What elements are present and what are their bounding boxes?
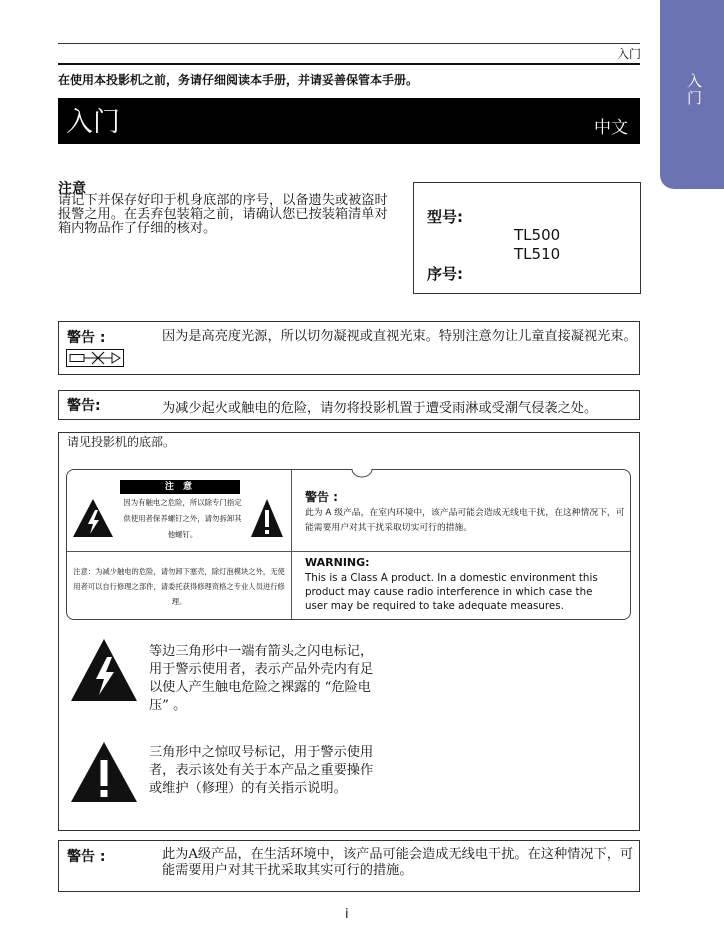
running-header: 入门 — [616, 47, 641, 61]
title-bar — [58, 98, 640, 144]
label-notch — [351, 462, 373, 482]
laser-beam-icon — [66, 349, 124, 371]
fire-warning-label: 警告: — [67, 398, 101, 414]
lightning-symbol-description: 等边三角形中一端有箭头之闪电标记，用于警示使用者，表示产品外壳内有足以使人产生触电危险之裸露的 “危险电压” 。 — [149, 644, 374, 713]
laser-warning-text: 因为是高亮度光源，所以切勿凝视或直视光束。特别注意勿让儿童直接凝视光束。 — [162, 329, 637, 344]
label-warning-english-heading: WARNING: — [305, 556, 370, 569]
class-a-warning-label: 警告 : — [67, 849, 106, 865]
fire-warning-text: 为减少起火或触电的危险，请勿将投影机置于遭受雨淋或受潮气侵袭之处。 — [162, 401, 598, 416]
header-rule — [58, 63, 640, 65]
lightning-warning-icon — [71, 497, 115, 543]
label-warning-english-body — [305, 571, 625, 613]
serial-label: 序号: — [427, 265, 463, 283]
caution-body: 请记下并保存好印于机身底部的序号，以备遗失或被盗时报警之用。在丢弃包装箱之前，请确认您已按装箱清单对箱内物品作了仔细的核对。 — [58, 193, 388, 236]
exclamation-warning-icon — [250, 497, 284, 543]
page-title: 入门 — [66, 107, 120, 138]
see-bottom-text: 请见投影机的底部。 — [67, 435, 176, 449]
model-value-2: TL510 — [514, 245, 561, 263]
language-label: 中文 — [594, 118, 628, 138]
label-service-notice: 注意：为减少触电的危险，请勿卸下塞壳，除灯泡模块之外，无使用者可以自行修理之部件，请委托获得修理资格之专业人员进行修理。 — [73, 567, 285, 606]
english-line: user may be required to take adequate measures. — [305, 600, 564, 612]
label-caution-body: 因为有触电之危险，所以除专门指定供使用者保养螺钉之外，请勿拆卸其他螺钉。 — [123, 498, 242, 539]
caution-heading: 注意 — [58, 181, 86, 197]
intro-text: 在使用本投影机之前，务请仔细阅读本手册，并请妥善保管本手册。 — [58, 73, 419, 87]
top-rule — [58, 43, 640, 44]
english-line: product may cause radio interference in which case the — [305, 586, 593, 598]
lightning-symbol-icon — [69, 637, 139, 707]
exclamation-symbol-icon — [69, 740, 139, 808]
laser-warning-label: 警告 : — [67, 330, 106, 346]
label-caution-heading: 注 意 — [120, 480, 240, 494]
model-value-1: TL500 — [514, 226, 561, 244]
class-a-warning-text: 此为A级产品，在生活环境中，该产品可能会造成无线电干扰。在这种情况下，可能需要用户对其干扰采取其实可行的措施。 — [162, 847, 634, 878]
label-warning-heading: 警告 : — [305, 490, 338, 504]
page-number: i — [345, 907, 349, 922]
label-divider-vertical — [291, 470, 292, 619]
label-warning-body: 此为 A 级产品，在室内环境中，该产品可能会造成无线电干扰，在这种情况下，可能需要用户对其干扰采取切实可行的措施。 — [305, 508, 625, 533]
english-line: This is a Class A product. In a domestic environment this — [305, 572, 598, 584]
exclamation-symbol-description: 三角形中之惊叹号标记，用于警示使用者，表示该处有关于本产品之重要操作或维护（修理）的有关指示说明。 — [149, 745, 374, 796]
side-tab-label: 入门 — [685, 73, 703, 107]
label-divider-horizontal — [67, 551, 630, 552]
model-label: 型号: — [427, 208, 463, 226]
